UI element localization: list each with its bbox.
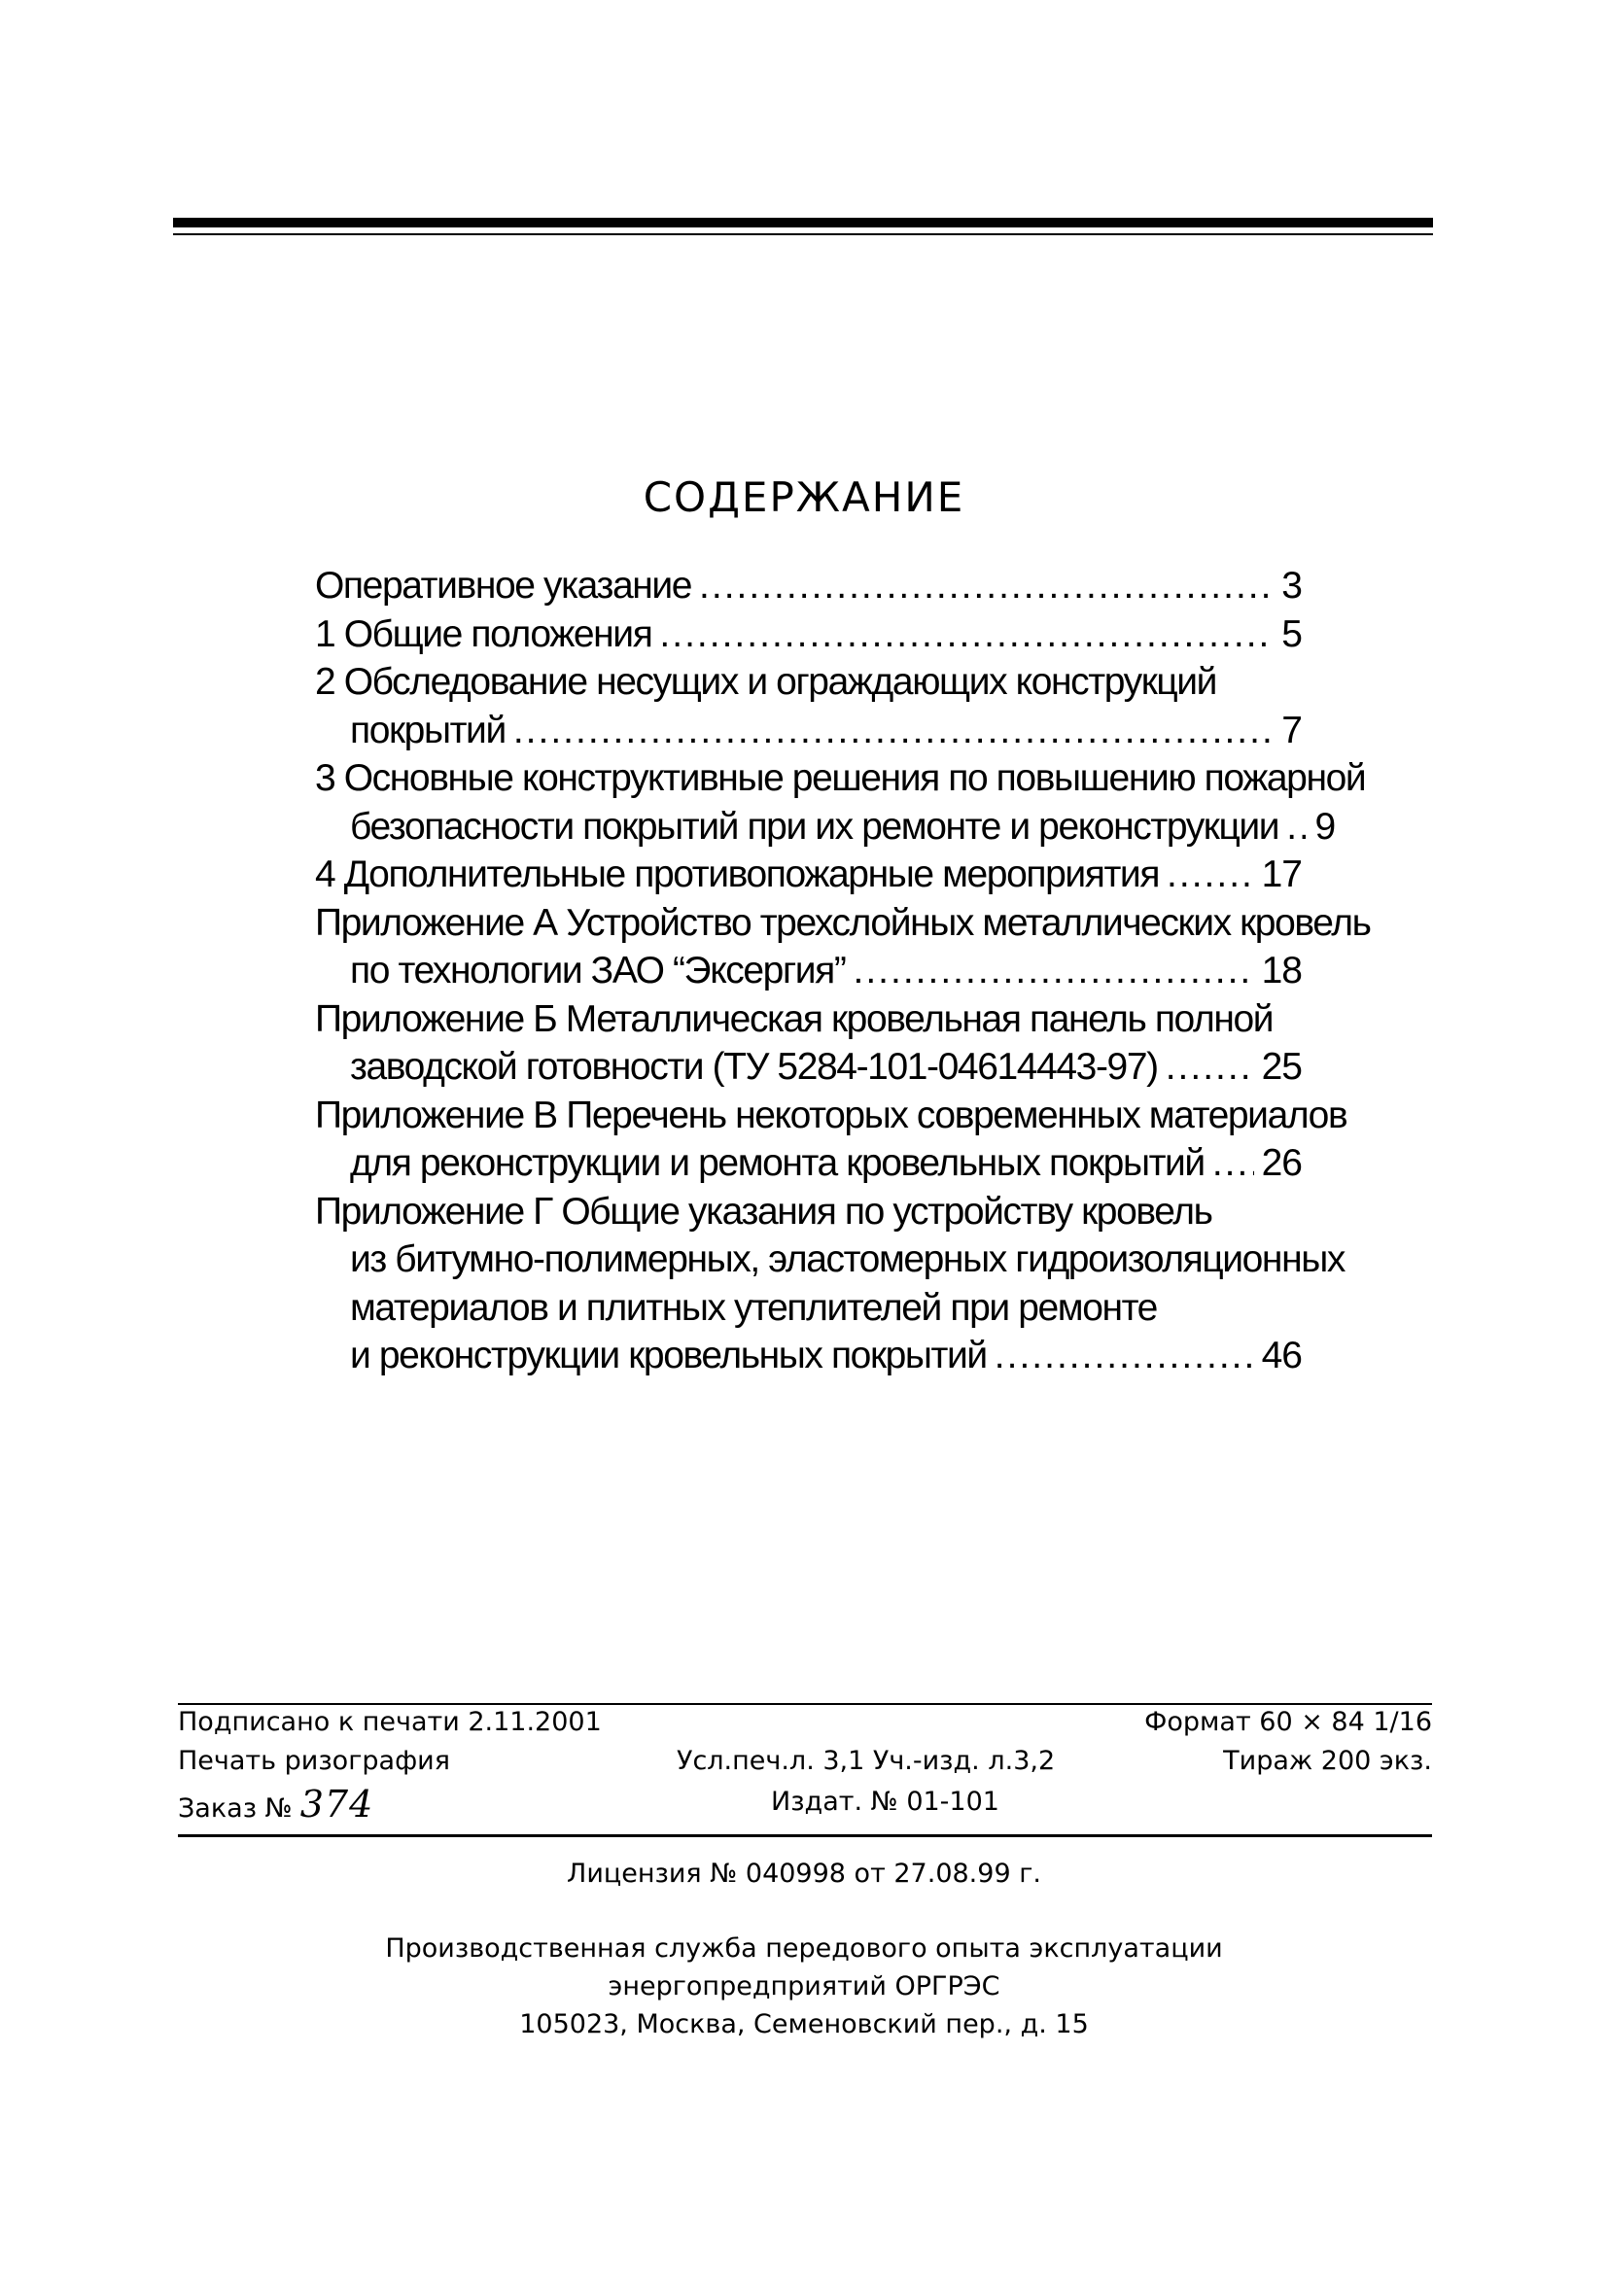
- header-rule-thin: [173, 233, 1433, 235]
- toc-entry-text: безопасности покрытий при их ремонте и реконструкции: [350, 805, 1279, 848]
- dot-leader: [699, 562, 1273, 610]
- order-number: 374: [299, 1783, 374, 1826]
- toc-line-with-page: [315, 1332, 1302, 1380]
- toc-page-number: 9: [1314, 805, 1336, 848]
- publisher-block: [0, 1930, 1608, 2043]
- dot-leader: [995, 1332, 1254, 1380]
- toc-entry: [315, 562, 1302, 610]
- license-line: Лицензия № 040998 от 27.08.99 г.: [567, 1859, 1041, 1889]
- toc-line: [315, 1188, 1302, 1236]
- toc-entry-text: Приложение А Устройство трехслойных металлических кровель: [315, 901, 1371, 944]
- publisher-line-1: Производственная служба передового опыта эксплуатации: [385, 1933, 1223, 1964]
- toc-entry: [315, 754, 1366, 851]
- imprint-sheets: Усл.печ.л. 3,1 Уч.-изд. л.3,2: [677, 1746, 1056, 1776]
- toc-entry-text: Приложение Г Общие указания по устройству кровель: [315, 1190, 1212, 1233]
- imprint-order: [178, 1783, 373, 1826]
- toc-line-with-page: [315, 610, 1302, 659]
- imprint-rule-bottom: [178, 1834, 1432, 1837]
- toc-line-with-page: [315, 562, 1302, 610]
- toc-line: [315, 1284, 1302, 1333]
- toc-line-with-page: [315, 947, 1302, 995]
- imprint-print-type: Печать ризография: [178, 1746, 450, 1776]
- toc-entry-text: по технологии ЗАО “Эксергия”: [350, 950, 846, 991]
- toc-entry-text: 4 Дополнительные противопожарные мероприятия: [315, 853, 1160, 895]
- toc-entry-text: 1 Общие положения: [315, 612, 652, 655]
- toc-line-with-page: [315, 707, 1302, 755]
- publisher-line-2: энергопредприятий ОРГРЭС: [608, 1971, 1000, 2001]
- table-of-contents: [315, 562, 1371, 1380]
- imprint-publisher-no: Издат. № 01-101: [771, 1787, 999, 1817]
- toc-line-with-page: [315, 851, 1302, 899]
- toc-page-number: 7: [1281, 709, 1302, 751]
- dot-leader: [854, 947, 1254, 995]
- toc-heading: СОДЕРЖАНИЕ: [643, 473, 965, 521]
- toc-entry: [315, 1092, 1347, 1188]
- imprint-rule-top: [178, 1703, 1432, 1705]
- toc-entry-text: 2 Обследование несущих и ограждающих конструкций: [315, 661, 1217, 703]
- dot-leader: [659, 610, 1273, 659]
- toc-page-number: 26: [1261, 1142, 1302, 1184]
- toc-line-with-page: [315, 1139, 1302, 1188]
- toc-entry: [315, 1188, 1345, 1380]
- toc-entry-text: Оперативное указание: [315, 565, 692, 607]
- toc-page-number: 46: [1261, 1335, 1302, 1376]
- toc-entry-text: заводской готовности (ТУ 5284-101-04614443-97): [350, 1046, 1158, 1088]
- toc-entry-text: Приложение Б Металлическая кровельная панель полной: [315, 997, 1274, 1040]
- toc-page-number: 18: [1261, 950, 1302, 991]
- toc-line: [315, 658, 1302, 707]
- publisher-line-3: 105023, Москва, Семеновский пер., д. 15: [519, 2009, 1089, 2039]
- order-label: Заказ №: [178, 1793, 293, 1824]
- toc-page-number: 3: [1281, 565, 1302, 607]
- toc-entry-text: для реконструкции и ремонта кровельных покрытий: [350, 1142, 1205, 1184]
- toc-entry-text: из битумно-полимерных, эластомерных гидроизоляционных: [350, 1238, 1345, 1280]
- toc-entry-text: и реконструкции кровельных покрытий: [350, 1335, 987, 1376]
- toc-entry-text: материалов и плитных утеплителей при ремонте: [350, 1286, 1157, 1329]
- toc-entry-text: Приложение В Перечень некоторых современных материалов: [315, 1094, 1347, 1136]
- toc-entry: [315, 658, 1302, 754]
- toc-entry: [315, 899, 1371, 995]
- dot-leader: [1286, 803, 1306, 852]
- toc-line-with-page: [315, 803, 1336, 852]
- toc-line: [315, 995, 1302, 1044]
- header-rule-thick: [173, 218, 1433, 227]
- dot-leader: [513, 707, 1273, 755]
- imprint-format: Формат 60 × 84 1/16: [1144, 1707, 1432, 1737]
- toc-line: [315, 754, 1366, 803]
- toc-line-with-page: [315, 1043, 1302, 1092]
- toc-line: [315, 899, 1371, 948]
- imprint-run: Тираж 200 экз.: [1223, 1746, 1432, 1776]
- dot-leader: [1212, 1139, 1254, 1188]
- dot-leader: [1166, 1043, 1254, 1092]
- toc-entry: [315, 610, 1302, 659]
- toc-entry: [315, 995, 1302, 1092]
- toc-entry: [315, 851, 1302, 899]
- toc-page-number: 5: [1281, 612, 1302, 655]
- toc-entry-text: покрытий: [350, 709, 506, 751]
- dot-leader: [1167, 851, 1254, 899]
- toc-page-number: 25: [1261, 1046, 1302, 1088]
- toc-line: [315, 1235, 1345, 1284]
- toc-page-number: 17: [1261, 853, 1302, 895]
- toc-line: [315, 1092, 1347, 1140]
- imprint-signed: Подписано к печати 2.11.2001: [178, 1707, 602, 1737]
- toc-entry-text: 3 Основные конструктивные решения по повышению пожарной: [315, 757, 1366, 799]
